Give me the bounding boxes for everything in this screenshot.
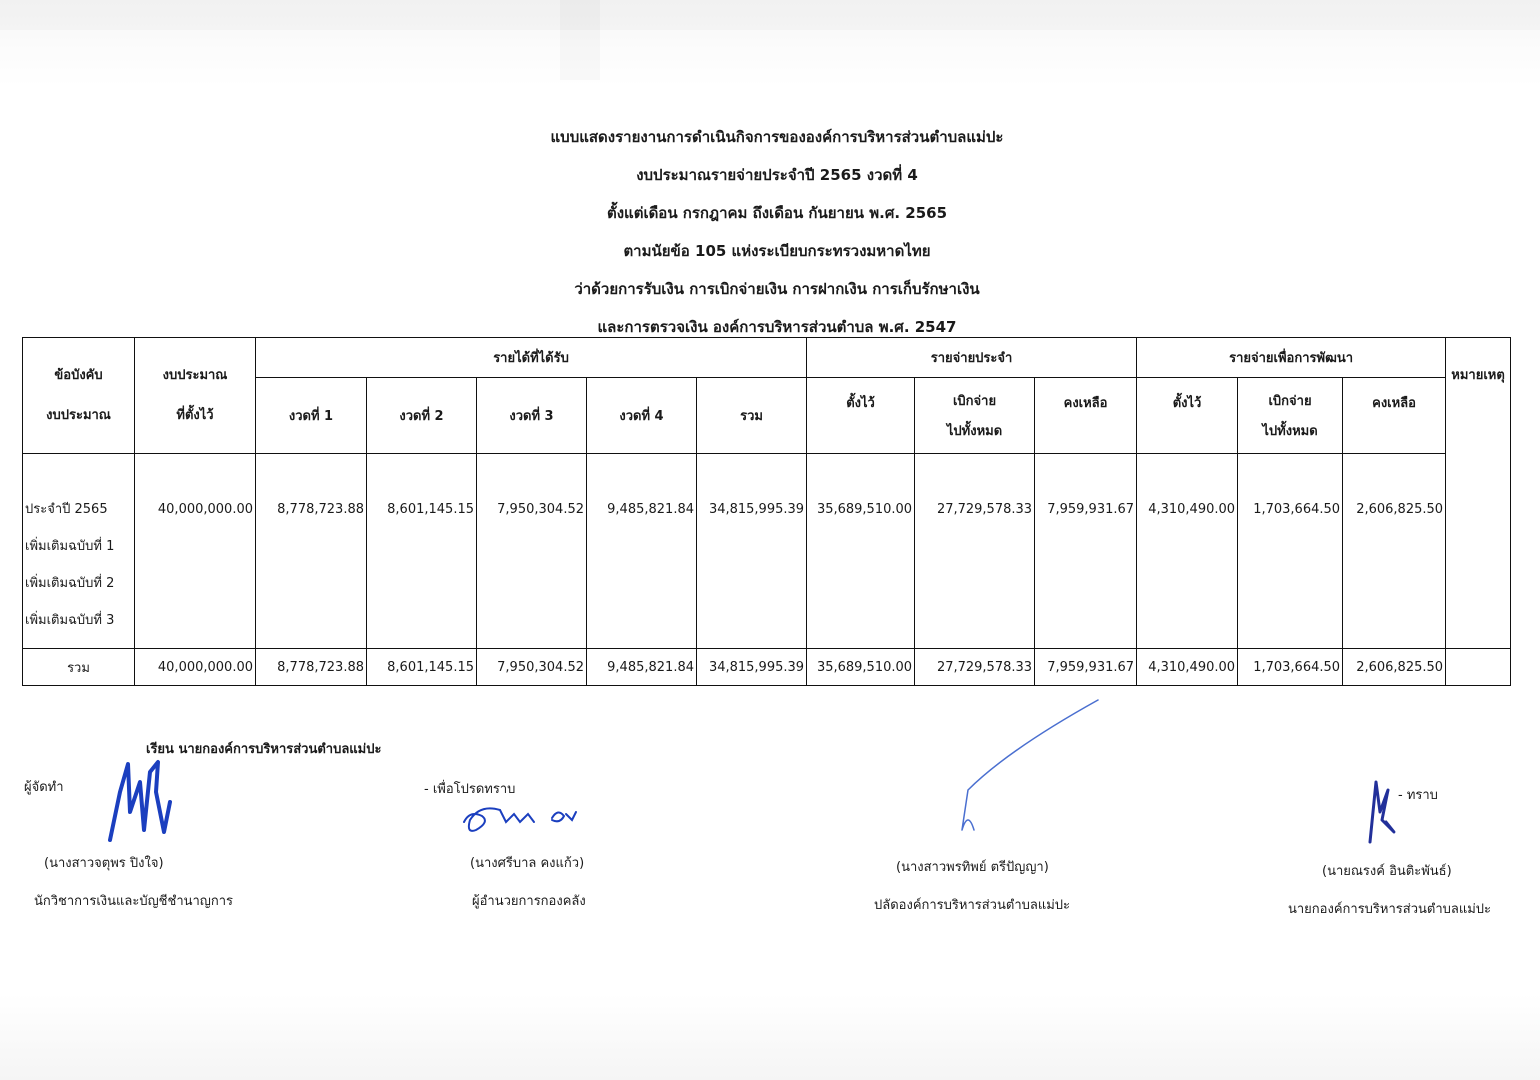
finance-note: - เพื่อโปรดทราบ bbox=[424, 782, 516, 797]
cell-regular: 27,729,578.33 bbox=[915, 454, 1035, 649]
total-remark bbox=[1446, 649, 1511, 686]
cell-regular: 35,689,510.00 bbox=[807, 454, 915, 649]
budget-item: เพิ่มเติมฉบับที่ 3 bbox=[25, 613, 115, 628]
preparer-position: นักวิชาการเงินและบัญชีชำนาญการ bbox=[34, 894, 234, 909]
header-dev-spent-line2: ไปทั้งหมด bbox=[1262, 424, 1318, 439]
total-income-sum: 34,815,995.39 bbox=[697, 649, 807, 686]
header-budget-set-line2: ที่ตั้งไว้ bbox=[176, 407, 214, 423]
header-dev-group: รายจ่ายเพื่อการพัฒนา bbox=[1137, 338, 1446, 378]
cell-dev: 4,310,490.00 bbox=[1137, 454, 1238, 649]
total-dev: 4,310,490.00 bbox=[1137, 649, 1238, 686]
header-regular-remain-label: คงเหลือ bbox=[1063, 396, 1108, 411]
table-total-row bbox=[23, 649, 1511, 686]
header-income-col: รวม bbox=[697, 378, 807, 454]
header-budget-set-line1: งบประมาณ bbox=[162, 367, 228, 383]
total-dev: 2,606,825.50 bbox=[1343, 649, 1446, 686]
budget-item: เพิ่มเติมฉบับที่ 2 bbox=[25, 576, 115, 591]
cell-regular: 7,959,931.67 bbox=[1035, 454, 1137, 649]
cell-dev: 1,703,664.50 bbox=[1238, 454, 1343, 649]
cell-income-total: 34,815,995.39 bbox=[697, 454, 807, 649]
total-income: 9,485,821.84 bbox=[587, 649, 697, 686]
cell-income: 8,778,723.88 bbox=[256, 454, 367, 649]
title-line: งบประมาณรายจ่ายประจำปี 2565 งวดที่ 4 bbox=[636, 166, 918, 184]
total-budget-set: 40,000,000.00 bbox=[135, 649, 256, 686]
budget-item: ประจำปี 2565 bbox=[25, 502, 108, 517]
title-line: แบบแสดงรายงานการดำเนินกิจการขององค์การบริหารส่วนตำบลแม่ปะ bbox=[550, 128, 1004, 146]
total-regular: 35,689,510.00 bbox=[807, 649, 915, 686]
title-line: ว่าด้วยการรับเงิน การเบิกจ่ายเงิน การฝากเงิน การเก็บรักษาเงิน bbox=[574, 280, 980, 298]
header-regular-spent-line1: เบิกจ่าย bbox=[952, 394, 997, 409]
header-remark: หมายเหตุ bbox=[1446, 338, 1511, 649]
header-regular-spent-line2: ไปทั้งหมด bbox=[946, 424, 1003, 439]
preparer-label: ผู้จัดทำ bbox=[24, 780, 64, 795]
paper-crease bbox=[560, 0, 600, 80]
mayor-note: - ทราบ bbox=[1398, 788, 1438, 803]
header-dev-spent-line1: เบิกจ่าย bbox=[1268, 394, 1312, 409]
total-income: 8,778,723.88 bbox=[256, 649, 367, 686]
header-dev-remain bbox=[1343, 378, 1446, 454]
header-dev-remain-label: คงเหลือ bbox=[1372, 396, 1416, 411]
header-budget-item-line1: ข้อบังคับ bbox=[54, 367, 103, 383]
header-regular-set bbox=[807, 378, 915, 454]
header-budget-item bbox=[23, 338, 135, 454]
report-title bbox=[0, 126, 1540, 354]
budget-report-table bbox=[22, 337, 1511, 686]
clerk-position: ปลัดองค์การบริหารส่วนตำบลแม่ปะ bbox=[874, 898, 1071, 913]
header-budget-item-line2: งบประมาณ bbox=[46, 407, 111, 423]
cell-income: 8,601,145.15 bbox=[367, 454, 477, 649]
budget-item: เพิ่มเติมฉบับที่ 1 bbox=[25, 539, 115, 554]
mayor-name: (นายณรงค์ อินติะพันธ์) bbox=[1322, 864, 1452, 879]
budget-item-list bbox=[23, 454, 135, 649]
header-row-group bbox=[23, 338, 1511, 378]
salutation: เรียน นายกองค์การบริหารส่วนตำบลแม่ปะ bbox=[146, 742, 382, 757]
total-income: 7,950,304.52 bbox=[477, 649, 587, 686]
total-income: 8,601,145.15 bbox=[367, 649, 477, 686]
finance-position: ผู้อำนวยการกองคลัง bbox=[472, 894, 586, 909]
mayor-position: นายกองค์การบริหารส่วนตำบลแม่ปะ bbox=[1288, 902, 1492, 917]
cell-dev: 2,606,825.50 bbox=[1343, 454, 1446, 649]
header-dev-set bbox=[1137, 378, 1238, 454]
header-income-col: งวดที่ 3 bbox=[477, 378, 587, 454]
header-income-col: งวดที่ 1 bbox=[256, 378, 367, 454]
preparer-signature bbox=[100, 752, 180, 847]
title-line: ตั้งแต่เดือน กรกฎาคม ถึงเดือน กันยายน พ.ศ. 2565 bbox=[606, 204, 948, 222]
cell-income: 9,485,821.84 bbox=[587, 454, 697, 649]
header-regular-group: รายจ่ายประจำ bbox=[807, 338, 1137, 378]
title-line: ตามนัยข้อ 105 แห่งระเบียบกระทรวงมหาดไทย bbox=[623, 242, 931, 260]
mayor-signature bbox=[1360, 772, 1400, 852]
clerk-signature bbox=[948, 690, 1128, 850]
header-dev-set-label: ตั้งไว้ bbox=[1172, 396, 1202, 411]
header-regular-spent bbox=[915, 378, 1035, 454]
clerk-name: (นางสาวพรทิพย์ ตรีปัญญา) bbox=[896, 860, 1049, 875]
header-income-col: งวดที่ 4 bbox=[587, 378, 697, 454]
paper-crease bbox=[0, 0, 1540, 30]
header-regular-remain bbox=[1035, 378, 1137, 454]
cell-budget-set: 40,000,000.00 bbox=[135, 454, 256, 649]
finance-name: (นางศรีบาล คงแก้ว) bbox=[470, 856, 585, 871]
preparer-name: (นางสาวจตุพร ปิงใจ) bbox=[44, 856, 164, 871]
total-label: รวม bbox=[23, 649, 135, 686]
total-regular: 27,729,578.33 bbox=[915, 649, 1035, 686]
header-income-col: งวดที่ 2 bbox=[367, 378, 477, 454]
total-dev: 1,703,664.50 bbox=[1238, 649, 1343, 686]
finance-signature bbox=[456, 792, 586, 842]
header-regular-set-label: ตั้งไว้ bbox=[846, 396, 875, 411]
title-line: และการตรวจเงิน องค์การบริหารส่วนตำบล พ.ศ. 2547 bbox=[597, 318, 957, 336]
header-income-group: รายได้ที่ได้รับ bbox=[256, 338, 807, 378]
table-row bbox=[23, 454, 1511, 649]
cell-income: 7,950,304.52 bbox=[477, 454, 587, 649]
total-regular: 7,959,931.67 bbox=[1035, 649, 1137, 686]
header-budget-set bbox=[135, 338, 256, 454]
header-dev-spent bbox=[1238, 378, 1343, 454]
